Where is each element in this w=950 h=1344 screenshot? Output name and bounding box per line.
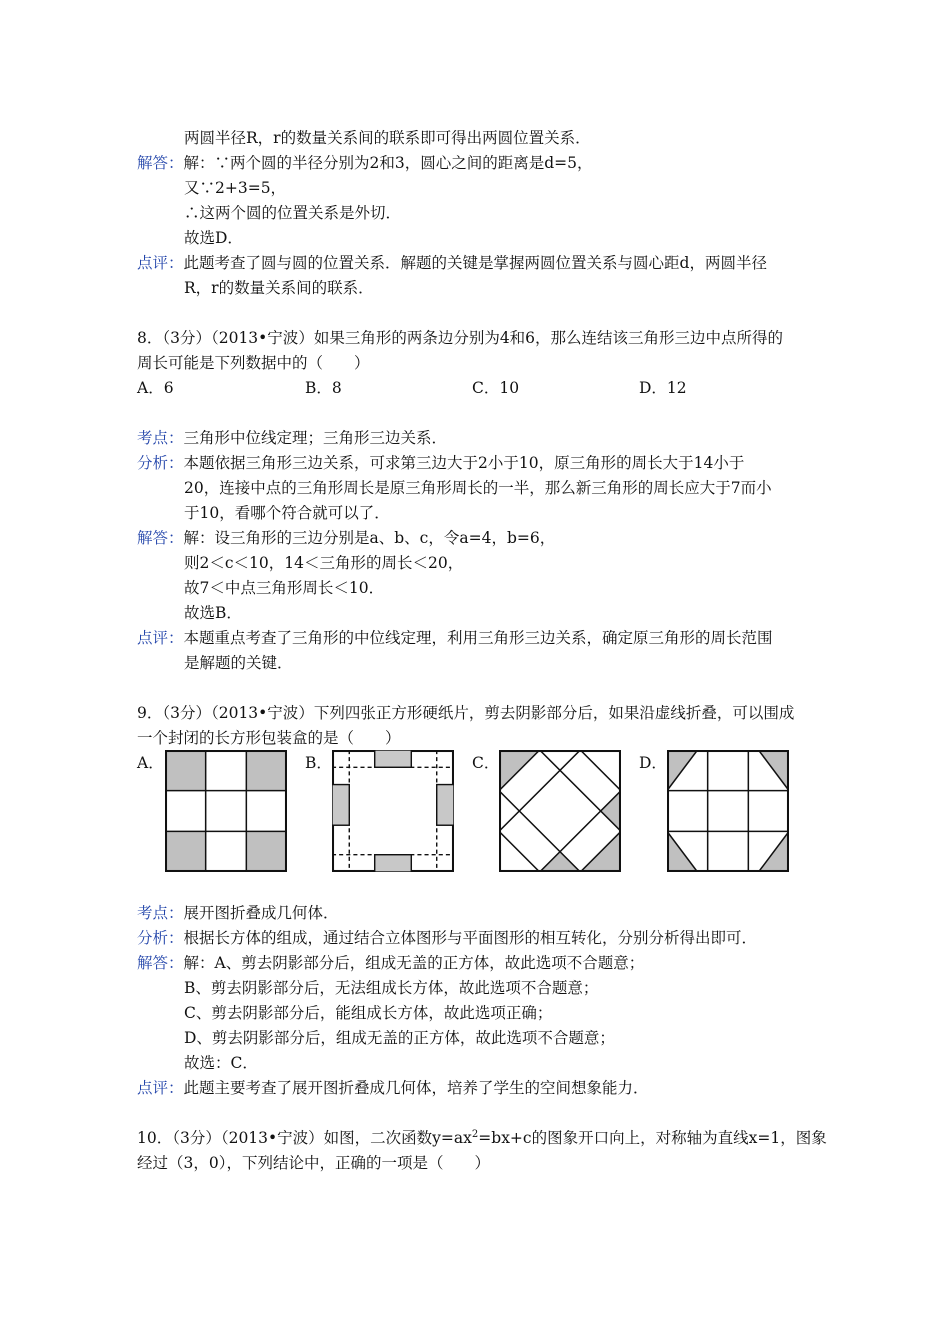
q9-figure-label-b: B． <box>305 754 332 772</box>
q9-comment-label: 点评： <box>137 1079 184 1097</box>
q9-solution-line: B、剪去阴影部分后，无法组成长方体，故此选项不合题意； <box>184 979 599 997</box>
q9-solution-line: 解：A、剪去阴影部分后，组成无盖的正方体，故此选项不合题意； <box>183 954 645 972</box>
q10-stem-line <box>137 1127 827 1149</box>
q8-analysis-label: 分析： <box>137 454 184 472</box>
q7-solution-row <box>137 152 593 174</box>
q9-point-label: 考点： <box>137 904 184 922</box>
q8-option-c: C．10 <box>472 379 520 397</box>
q7-solution-line: 故选D． <box>184 229 243 247</box>
q10-stem-line: 经过（3，0），下列结论中，正确的一项是（ ） <box>137 1154 490 1172</box>
q9-stem-line: 9．（3分）（2013•宁波）下列四张正方形硬纸片，剪去阴影部分后，如果沿虚线折叠，可以围成 <box>137 704 795 722</box>
q9-figure-label-d: D． <box>639 754 667 772</box>
q7-solution-line: 又∵2+3=5， <box>184 179 287 197</box>
q8-comment-row <box>137 627 773 649</box>
q8-analysis-row <box>137 452 744 474</box>
q8-solution-line: 解：设三角形的三边分别是a、b、c，令a=4，b=6， <box>183 529 556 547</box>
q10-stem-post: =bx+c的图象开口向上，对称轴为直线x=1，图象 <box>478 1129 827 1147</box>
q7-comment-row <box>137 252 767 274</box>
q9-point-row <box>137 902 339 924</box>
q8-analysis-line: 本题依据三角形三边关系，可求第三边大于2小于10，原三角形的周长大于14小于 <box>183 454 745 472</box>
q10-stem-exponent: 2 <box>471 1128 479 1140</box>
q7-comment-line: R，r的数量关系间的联系． <box>184 279 374 297</box>
q8-solution-line: 故选B． <box>184 604 242 622</box>
q7-solution-line: 解：∵两个圆的半径分别为2和3，圆心之间的距离是d=5， <box>183 154 593 172</box>
q8-analysis-line: 20，连接中点的三角形周长是原三角形周长的一半，那么新三角形的周长应大于7而小 <box>184 479 772 497</box>
q8-solution-label: 解答： <box>137 529 184 547</box>
q9-point-text: 展开图折叠成几何体． <box>183 904 339 922</box>
q9-figure-label-a: A． <box>137 754 164 772</box>
q8-option-a: A．6 <box>137 379 174 397</box>
q9-comment-text: 此题主要考查了展开图折叠成几何体，培养了学生的空间想象能力． <box>183 1079 649 1097</box>
q7-comment-line: 此题考查了圆与圆的位置关系．解题的关键是掌握两圆位置关系与圆心距d，两圆半径 <box>183 254 767 272</box>
q9-solution-row <box>137 952 644 974</box>
q8-stem-line: 周长可能是下列数据中的（ ） <box>137 354 370 372</box>
q9-analysis-row <box>137 927 757 949</box>
q8-point-label: 考点： <box>137 429 184 447</box>
q7-comment-label: 点评： <box>137 254 184 272</box>
q7-solution-line: ∴这两个圆的位置关系是外切． <box>184 204 402 222</box>
q9-figure-b <box>332 750 454 872</box>
q8-solution-line: 故7＜中点三角形周长＜10． <box>184 579 385 597</box>
q10-stem-pre: 10．（3分）（2013•宁波）如图，二次函数y=ax <box>137 1129 472 1147</box>
q9-figure-c <box>499 750 621 872</box>
q9-analysis-label: 分析： <box>137 929 184 947</box>
q9-figure-a <box>165 750 287 872</box>
q8-comment-label: 点评： <box>137 629 184 647</box>
q9-figure-label-c: C． <box>472 754 500 772</box>
q8-option-b: B．8 <box>305 379 342 397</box>
q9-figure-d <box>667 750 789 872</box>
q9-solution-line: D、剪去阴影部分后，组成无盖的正方体，故此选项不合题意； <box>184 1029 615 1047</box>
q8-comment-line: 是解题的关键． <box>184 654 293 672</box>
q9-solution-line: 故选：C． <box>184 1054 258 1072</box>
q8-stem-line: 8．（3分）（2013•宁波）如果三角形的两条边分别为4和6，那么连结该三角形三边中点所得的 <box>137 329 784 347</box>
q8-comment-line: 本题重点考查了三角形的中位线定理，利用三角形三边关系，确定原三角形的周长范围 <box>183 629 773 647</box>
q9-solution-line: C、剪去阴影部分后，能组成长方体，故此选项正确； <box>184 1004 553 1022</box>
q9-solution-label: 解答： <box>137 954 184 972</box>
q8-solution-row <box>137 527 555 549</box>
q8-option-d: D．12 <box>639 379 687 397</box>
q8-analysis-line: 于10，看哪个符合就可以了． <box>184 504 390 522</box>
q9-comment-row <box>137 1077 649 1099</box>
q8-point-row <box>137 427 447 449</box>
q9-analysis-text: 根据长方体的组成，通过结合立体图形与平面图形的相互转化，分别分析得出即可． <box>183 929 758 947</box>
q7-solution-label: 解答： <box>137 154 184 172</box>
q7-analysis-continued: 两圆半径R，r的数量关系间的联系即可得出两圆位置关系． <box>184 129 591 147</box>
q9-stem-line: 一个封闭的长方形包装盒的是（ ） <box>137 729 401 747</box>
q8-solution-line: 则2＜c＜10，14＜三角形的周长＜20， <box>184 554 464 572</box>
q8-point-text: 三角形中位线定理；三角形三边关系． <box>183 429 448 447</box>
